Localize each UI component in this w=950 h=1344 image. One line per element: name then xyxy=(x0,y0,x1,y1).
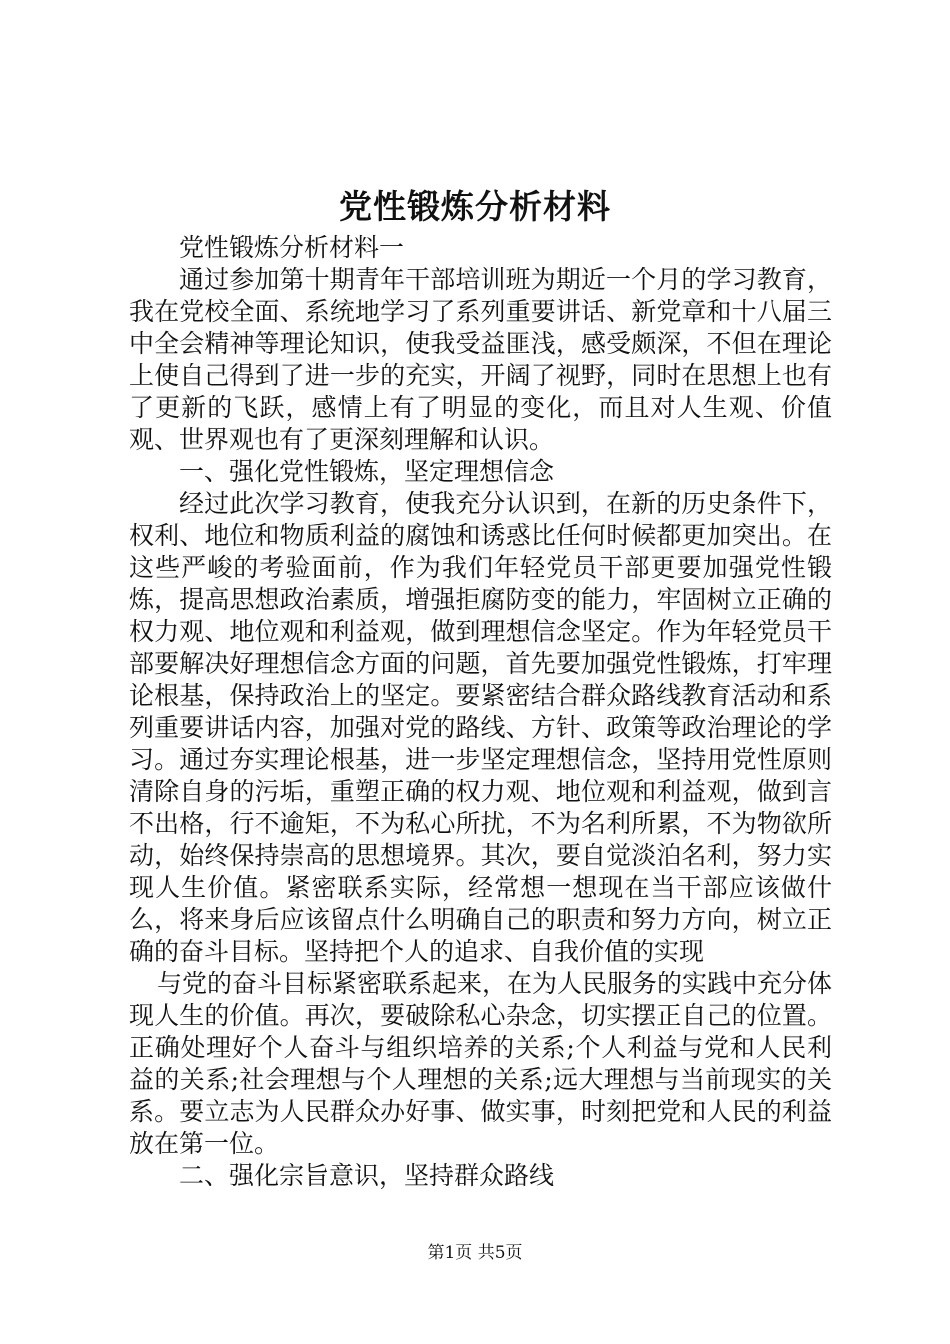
page-footer: 第1页 共5页 xyxy=(427,1243,523,1263)
section-heading-1: 一、强化党性锻炼，坚定理想信念 xyxy=(179,457,555,486)
paragraph-intro: 通过参加第十期青年干部培训班为期近一个月的学习教育，我在党校全面、系统地学习了系列重要讲话、新党章和十八届三中全会精神等理论知识，使我受益匪浅，感受颇深，不但在理论上使自己得到了进一步的充实，开阔了视野，同时在思想上也有了更新的飞跃，感情上有了明显的变化，而且对人生观、价值观、世界观也有了更深刻理解和认识。 xyxy=(129,265,832,454)
section-heading-2: 二、强化宗旨意识，坚持群众路线 xyxy=(179,1161,555,1190)
paragraph-section-1-b: 与党的奋斗目标紧密联系起来，在为人民服务的实践中充分体现人生的价值。再次，要破除私心杂念，切实摆正自己的位置。正确处理好个人奋斗与组织培养的关系;个人利益与党和人民利益的关系;社会理想与个人理想的关系;远大理想与当前现实的关系。要立志为人民群众办好事、做实事，时刻把党和人民的利益放在第一位。 xyxy=(129,969,833,1158)
paragraph-section-1-a: 经过此次学习教育，使我充分认识到，在新的历史条件下，权利、地位和物质利益的腐蚀和诱惑比任何时候都更加突出。在这些严峻的考验面前，作为我们年轻党员干部更要加强党性锻炼，提高思想政治素质，增强拒腐防变的能力，牢固树立正确的权力观、地位观和利益观，做到理想信念坚定。作为年轻党员干部要解决好理想信念方面的问题，首先要加强党性锻炼，打牢理论根基，保持政治上的坚定。要紧密结合群众路线教育活动和系列重要讲话内容，加强对党的路线、方针、政策等政治理论的学习。通过夯实理论根基，进一步坚定理想信念，坚持用党性原则清除自身的污垢，重塑正确的权力观、地位观和利益观，做到言不出格，行不逾矩，不为私心所扰，不为名利所累，不为物欲所动，始终保持崇高的思想境界。其次，要自觉淡泊名利，努力实现人生价值。紧密联系实际，经常想一想现在当干部应该做什么，将来身后应该留点什么明确自己的职责和努力方向，树立正确的奋斗目标。坚持把个人的追求、自我价值的实现 xyxy=(129,489,832,966)
document-subtitle: 党性锻炼分析材料一 xyxy=(179,233,405,262)
document-title: 党性锻炼分析材料 xyxy=(339,187,611,226)
document-body xyxy=(129,232,832,1192)
